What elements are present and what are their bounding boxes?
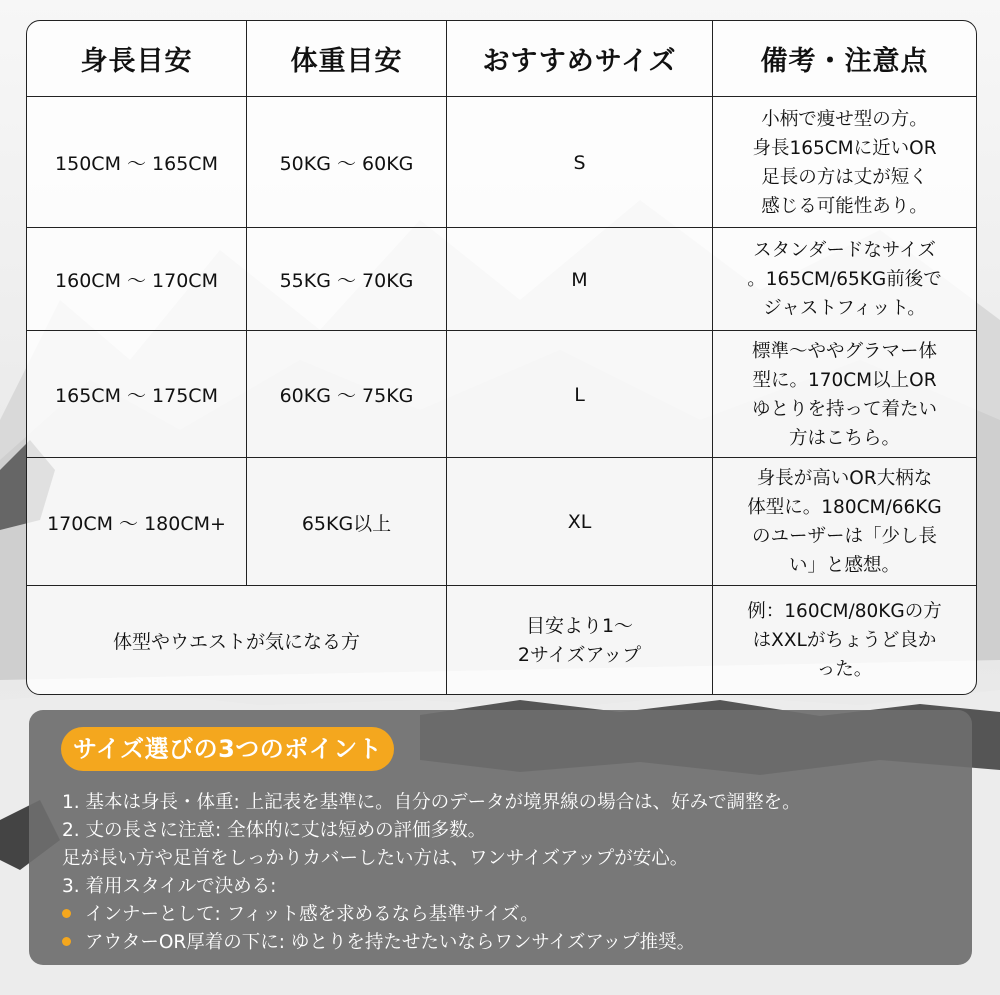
points-title-badge: サイズ選びの3つのポイント [61,727,394,771]
point-line: 足が長い方や足首をしっかりカバーしたい方は、ワンサイズアップが安心。 [62,848,689,869]
point-line: 1. 基本は身長・体重: 上記表を基準に。自分のデータが境界線の場合は、好みで調整を。 [62,792,801,813]
note-line: 足長の方は丈が短く [761,166,928,188]
bullet-dot-icon [62,909,71,918]
note-line: はXXLがちょうど良か [752,630,937,651]
bullet-item [62,900,539,926]
note-line: 。165CM/65KG前後で [747,269,942,290]
table-row [27,330,976,458]
note-line: 型に。170CM以上OR [752,369,937,391]
note-line: った。 [816,659,873,680]
weight-range: 55KG ～ 70KG [246,228,446,331]
note-line: 体型に。180CM/66KG [747,497,942,518]
table-header-row [27,21,976,96]
note-cell [712,97,976,228]
table-row-special [27,585,976,695]
note-line: ジャストフィット。 [763,298,926,319]
note-line: 標準～ややグラマー体 [751,340,937,362]
size-up-recommendation [446,586,712,695]
note-cell [712,458,976,586]
table-row [27,96,976,228]
bullet-item [62,928,695,954]
weight-range: 65KG以上 [246,458,446,586]
point-line: 2. 丈の長さに注意: 全体的に丈は短めの評価多数。 [62,820,487,841]
table-row [27,227,976,331]
recommend-line: 目安より1～ [525,614,634,637]
note-line: 小柄で痩せ型の方。 [761,108,928,130]
size-chart-table [26,20,977,695]
header-height: 身長目安 [80,46,193,77]
weight-range: 50KG ～ 60KG [246,97,446,228]
height-range: 160CM ～ 170CM [55,270,218,292]
note-line: 例：160CM/80KGの方 [747,601,942,622]
note-line: スタンダードなサイズ [753,240,936,261]
note-line: 感じる可能性あり。 [761,195,928,217]
note-cell [712,228,976,331]
size-points-panel [29,710,972,965]
note-cell [712,331,976,458]
bullet-text: インナーとして: フィット感を求めるなら基準サイズ。 [85,904,539,925]
point-line: 3. 着用スタイルで決める: [62,876,277,897]
header-recommended-size: おすすめサイズ [446,21,712,96]
recommended-size: L [446,331,712,458]
recommended-size: S [446,97,712,228]
header-weight: 体重目安 [246,21,446,96]
table-row [27,457,976,586]
bullet-dot-icon [62,937,71,946]
bullet-text: アウターOR厚着の下に: ゆとりを持たせたいならワンサイズアップ推奨。 [85,932,696,953]
weight-range: 60KG ～ 75KG [246,331,446,458]
body-shape-label: 体型やウエストが気になる方 [112,631,360,653]
note-line: 身長165CMに近いOR [752,137,937,159]
note-line: い」と感想。 [788,555,900,576]
note-line: 身長が高いOR大柄な [756,468,933,489]
note-line: ゆとりを持って着たい [751,398,937,420]
note-line: 方はこちら。 [788,427,900,449]
recommended-size: XL [446,458,712,586]
header-notes: 備考・注意点 [712,21,976,96]
height-range: 170CM ～ 180CM+ [47,512,226,535]
recommend-line: 2サイズアップ [517,643,642,666]
note-cell [712,586,976,695]
note-line: のユーザーは「少し長 [751,526,937,547]
recommended-size: M [446,228,712,331]
height-range: 150CM ～ 165CM [55,153,218,175]
height-range: 165CM ～ 175CM [55,385,218,407]
